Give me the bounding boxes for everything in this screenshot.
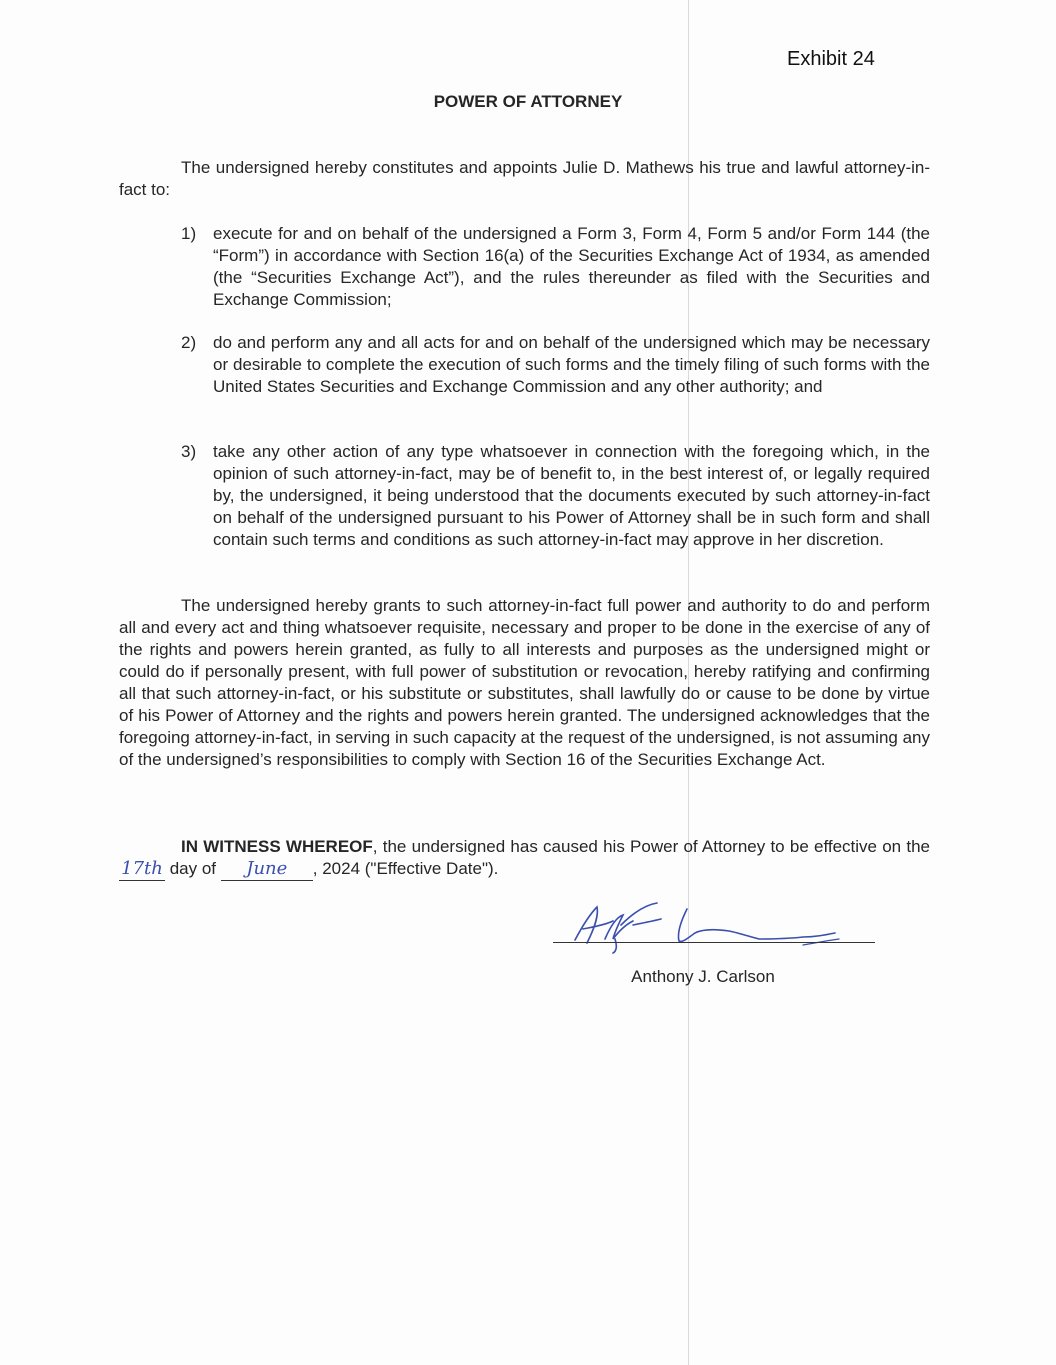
list-item-text: do and perform any and all acts for and on behalf of the undersigned which may be necessary or desirable to complete the execution of such forms and the timely filing of such forms with the United States Securities and Exchange Commission and any other authority; and [213,333,930,396]
effective-month-field: June [221,858,313,881]
grant-paragraph [119,595,930,771]
grant-text: The undersigned hereby grants to such attorney-in-fact full power and authority to do and perform all and every act and thing whatsoever requisite, necessary and proper to be done in the exercise of any of the rights and powers herein granted, as fully to all interests and purposes as the undersigned might or could do if personally present, with full power of substitution or revocation, hereby ratifying and confirming all that such attorney-in-fact, or his substitute or substitutes, shall lawfully do or cause to be done by virtue of his Power of Attorney and the rights and powers herein granted. The undersigned acknowledges that the foregoing attorney-in-fact, in serving in such capacity at the request of the undersigned, is not assuming any of the undersigned’s responsibilities to comply with Section 16 of the Securities Exchange Act. [119,596,930,769]
intro-text: The undersigned hereby constitutes and appoints Julie D. Mathews his true and lawful attorney-in-fact to: [119,158,930,199]
intro-paragraph [119,157,930,201]
witness-text-3: , 2024 ("Effective Date"). [312,859,499,878]
witness-text-1: , the undersigned has caused his Power of Attorney to be effective on the [372,837,930,856]
list-item-number: 3) [181,442,197,461]
witness-lead: IN WITNESS WHEREOF [181,837,373,856]
list-item-number: 2) [181,333,197,352]
list-item-text: take any other action of any type whatsoever in connection with the foregoing which, in the opinion of such attorney-in-fact, may be of benefit to, in the best interest of, or legally required by, the undersigned, it being understood that the documents executed by such attorney-in-fact on behalf of the undersigned pursuant to his Power of Attorney shall be in such form and shall contain such terms and conditions as such attorney-in-fact may approve in her discretion. [213,442,930,549]
exhibit-label: Exhibit 24 [787,48,875,70]
list-item [181,223,930,311]
handwritten-signature [553,895,883,955]
signer-name: Anthony J. Carlson [631,967,775,986]
document-title: POWER OF ATTORNEY [433,92,623,111]
list-item [181,332,930,398]
list-item-number: 1) [181,224,197,243]
list-item [181,441,930,551]
list-item-text: execute for and on behalf of the undersigned a Form 3, Form 4, Form 5 and/or Form 144 (the “Form”) in accordance with Section 16(a) of the Securities Exchange Act of 1934, as amended (the “Securities Exchange Act”), and the rules thereunder as filed with the Securities and Exchange Commission; [213,224,930,309]
effective-day-field: 17th [119,858,165,881]
witness-text-2: day of [165,859,221,878]
signature-line [553,942,875,943]
witness-paragraph [119,836,930,881]
